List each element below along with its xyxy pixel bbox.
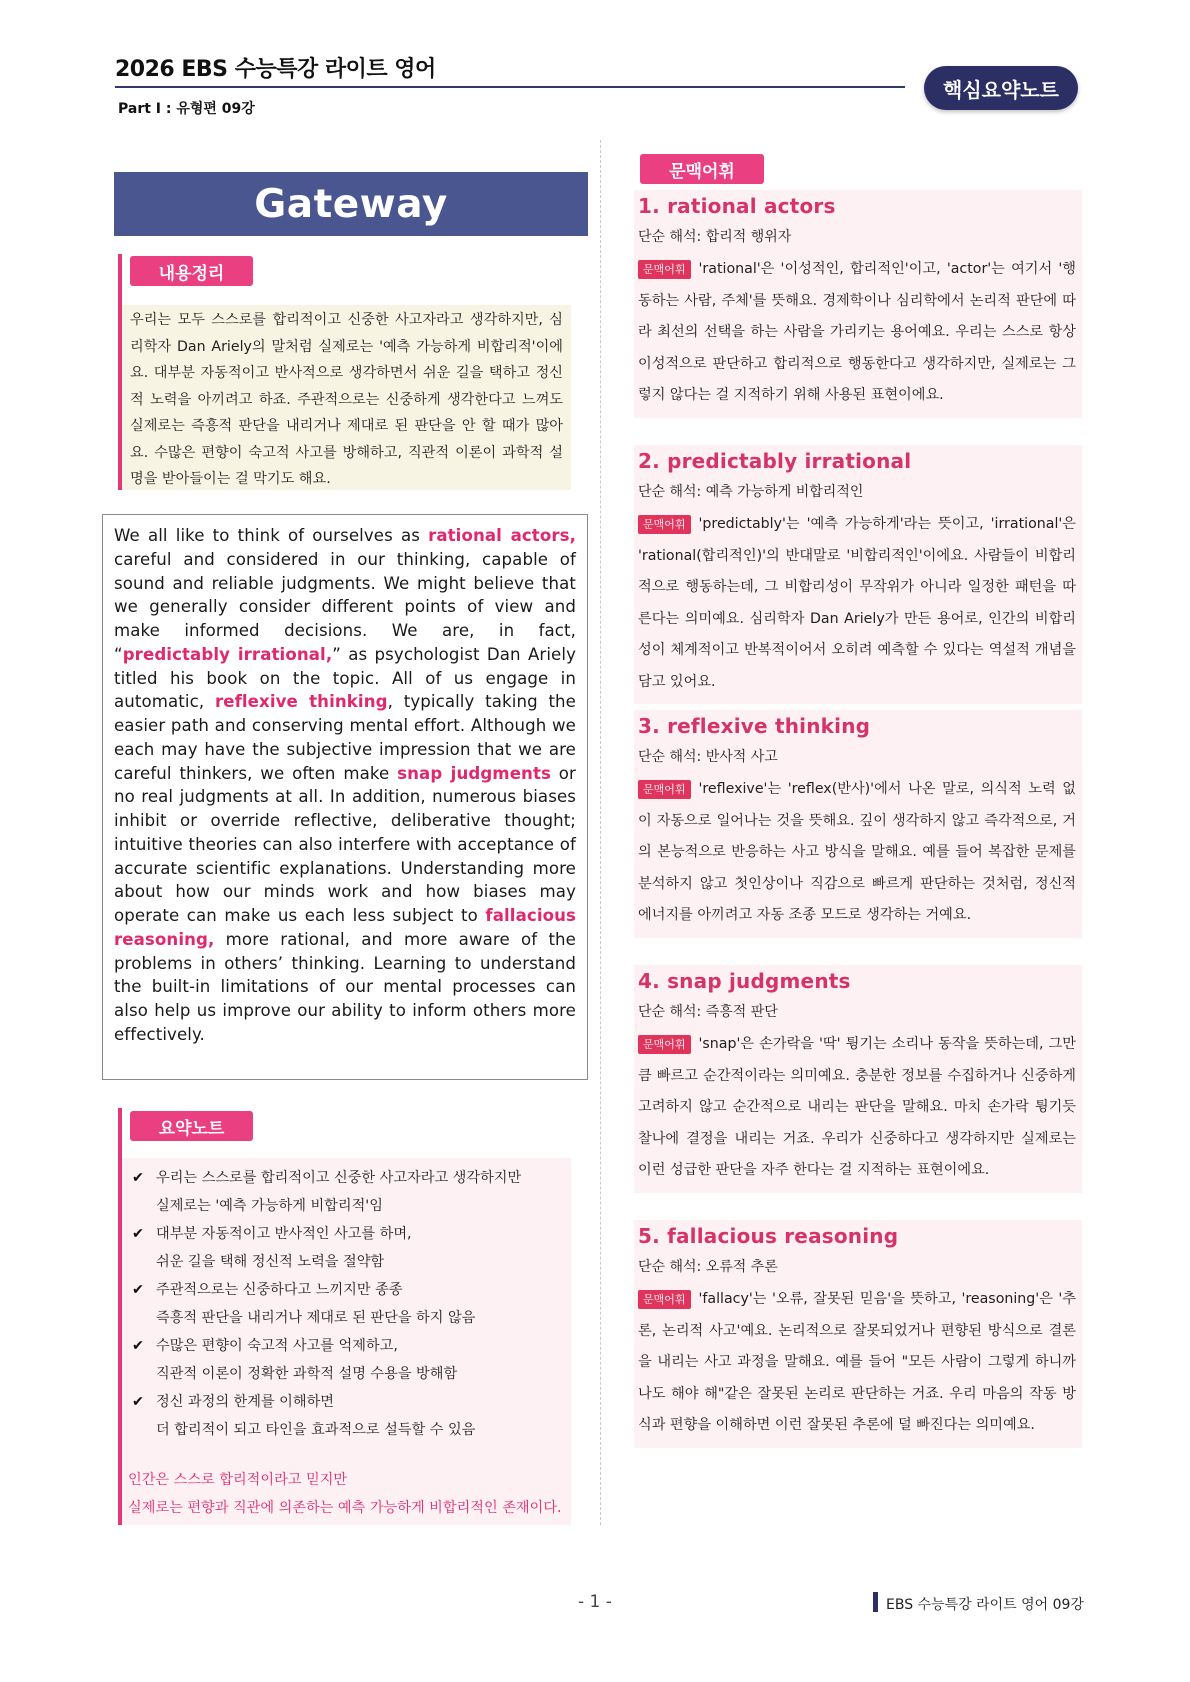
- vocab-entry: [634, 965, 1082, 1193]
- passage-segment: careful and considered in our thinking, capable of sound and reliable judgments. We might believe that we generally consider different points of view and make informed decisions. We are, in fact, “: [114, 549, 576, 664]
- checkmark-icon: ✔: [132, 1282, 144, 1298]
- footer-label: EBS 수능특강 라이트 영어 09강: [886, 1597, 1084, 1613]
- vocab-explanation-text: 'snap'은 손가락을 '딱' 튕기는 소리나 동작을 뜻하는데, 그만큼 빠르고 순간적이라는 의미예요. 충분한 정보를 수집하거나 신중하게 고려하지 않고 순간적으로 내리는 판단을 말해요. 마치 손가락 튕기듯 찰나에 결정을 내리는 거죠. 우리가 신중하다고 생각하지만 실제로는 이런 성급한 판단을 자주 한다는 걸 지적하는 표현이에요.: [638, 1036, 1076, 1178]
- vocab-explanation: [634, 246, 1082, 418]
- summary-notes-tag: 요약노트: [130, 1111, 253, 1141]
- passage-segment: We all like to think of ourselves as: [114, 526, 429, 545]
- vocab-entry: [634, 190, 1082, 418]
- summary-note-item: [132, 1164, 571, 1220]
- summary-note-line-1: 수많은 편향이 숙고적 사고를 억제하고,: [156, 1338, 398, 1354]
- summary-note-line-1: 우리는 스스로를 합리적이고 신중한 사고자라고 생각하지만: [156, 1170, 522, 1186]
- context-vocab-badge: 문맥어휘: [638, 1035, 691, 1054]
- checkmark-icon: ✔: [132, 1170, 144, 1186]
- english-passage-box: [102, 514, 588, 1080]
- highlighted-term: fallacious reasoning,: [114, 906, 576, 949]
- vocab-title: 3. reflexive thinking: [638, 714, 871, 738]
- summary-note-item: [132, 1332, 571, 1388]
- vocab-explanation: [634, 501, 1082, 704]
- vocab-explanation-text: 'fallacy'는 '오류, 잘못된 믿음'을 뜻하고, 'reasoning'은 '추론, 논리적 사고'예요. 논리적으로 잘못되었거나 편향된 방식으로 결론을 내리는 사고 과정을 말해요. 예를 들어 "모든 사람이 그렇게 하니까 나도 해야 해"같은 잘못된 논리로 판단하는 거죠. 우리 마음의 작동 방식과 편향을 이해하면 이런 잘못된 추론에 덜 빠진다는 의미예요.: [638, 1291, 1076, 1433]
- context-vocab-badge: 문맥어휘: [638, 1290, 691, 1309]
- vocab-title: 2. predictably irrational: [638, 449, 912, 473]
- context-vocab-badge: 문맥어휘: [638, 780, 691, 799]
- column-divider: [600, 140, 601, 1525]
- passage-segment: more rational, and more aware of the problems in others’ thinking. Learning to understand the built-in limitations of our mental processes can also help us improve our ability to inform others more effectively.: [114, 929, 576, 1044]
- vocab-title: 1. rational actors: [638, 194, 836, 218]
- passage-segment: , typically taking the easier path and conserving mental effort. Although we each may have the subjective impression that we are careful thinkers, we often make: [114, 692, 576, 783]
- summary-note-line-2: 쉬운 길을 택해 정신적 노력을 절약함: [156, 1254, 385, 1270]
- highlighted-term: predictably irrational,: [122, 644, 333, 664]
- summary-note-item: [132, 1220, 571, 1276]
- vocab-explanation: [634, 766, 1082, 938]
- vocab-explanation-text: 'reflexive'는 'reflex(반사)'에서 나온 말로, 의식적 노력 없이 자동으로 일어나는 것을 뜻해요. 깊이 생각하지 않고 즉각적으로, 거의 본능적으로 반응하는 사고 방식을 말해요. 예를 들어 복잡한 문제를 분석하지 않고 첫인상이나 직감으로 빠르게 판단하는 것처럼, 정신적 에너지를 아끼려고 자동 조종 모드로 생각하는 거예요.: [638, 781, 1076, 923]
- core-summary-badge: 핵심요약노트: [924, 66, 1078, 110]
- summary-note-item: [132, 1276, 571, 1332]
- checkmark-icon: ✔: [132, 1338, 144, 1354]
- summary-note-line-1: 대부분 자동적이고 반사적인 사고를 하며,: [156, 1226, 412, 1242]
- page-number: - 1 -: [578, 1592, 612, 1612]
- gateway-banner: Gateway: [114, 172, 588, 236]
- footer-accent-bar: [873, 1592, 878, 1612]
- header-rule: [115, 86, 905, 88]
- summary-notes-list: [122, 1164, 571, 1444]
- passage-segment: or no real judgments at all. In addition, numerous biases inhibit or override reflective, deliberative thought; intuitive theories can also interfere with acceptance of accurate scientific explanations. Understanding more about how our minds work and how biases may operate can make us each less subject to: [114, 763, 576, 925]
- vocab-entry: [634, 710, 1082, 938]
- conclusion: [128, 1466, 571, 1522]
- part-label: Part Ⅰ : 유형편 09강: [118, 101, 255, 117]
- vocab-explanation: [634, 1021, 1082, 1193]
- content-summary-box: [122, 305, 571, 490]
- highlighted-term: reflexive thinking: [214, 692, 388, 712]
- content-summary-tag: 내용정리: [130, 256, 253, 286]
- checkmark-icon: ✔: [132, 1226, 144, 1242]
- context-vocab-badge: 문맥어휘: [638, 515, 691, 534]
- document-title: 2026 EBS 수능특강 라이트 영어: [115, 57, 436, 82]
- conclusion-line-1: 인간은 스스로 합리적이라고 믿지만: [128, 1472, 348, 1488]
- summary-note-line-2: 직관적 이론이 정확한 과학적 설명 수용을 방해함: [156, 1366, 458, 1382]
- vocab-explanation-text: 'predictably'는 '예측 가능하게'라는 뜻이고, 'irrational'은 'rational(합리적인)'의 반대말로 '비합리적인'이에요. 사람들이 비합리적으로 행동하는데, 그 비합리성이 무작위가 아니라 일정한 패턴을 따른다는 의미예요. 심리학자 Dan Ariely가 만든 용어로, 인간의 비합리성이 체계적이고 반복적이어서 오히려 예측할 수 있다는 역설적 개념을 담고 있어요.: [638, 516, 1076, 690]
- vocab-simple-translation: 단순 해석: 즉흥적 판단: [638, 1004, 778, 1020]
- vocab-explanation-text: 'rational'은 '이성적인, 합리적인'이고, 'actor'는 여기서 '행동하는 사람, 주체'를 뜻해요. 경제학이나 심리학에서 논리적 판단에 따라 최선의 선택을 하는 사람을 가리키는 용어예요. 우리는 스스로 항상 이성적으로 판단하고 합리적으로 행동한다고 생각하지만, 실제로는 그렇지 않다는 걸 지적하기 위해 사용된 표현이에요.: [638, 261, 1076, 403]
- summary-notes-box: [122, 1158, 571, 1525]
- vocab-entry: [634, 445, 1082, 704]
- highlighted-term: rational actors,: [428, 526, 576, 545]
- vocab-simple-translation: 단순 해석: 반사적 사고: [638, 749, 778, 765]
- summary-note-line-2: 실제로는 '예측 가능하게 비합리적'임: [156, 1198, 383, 1214]
- context-vocab-badge: 문맥어휘: [638, 260, 691, 279]
- vocab-title: 5. fallacious reasoning: [638, 1224, 899, 1248]
- vocab-title: 4. snap judgments: [638, 969, 851, 993]
- summary-note-line-1: 주관적으로는 신중하다고 느끼지만 종종: [156, 1282, 403, 1298]
- vocab-simple-translation: 단순 해석: 예측 가능하게 비합리적인: [638, 484, 864, 500]
- english-passage-text: [103, 515, 587, 1047]
- summary-note-line-2: 즉흥적 판단을 내리거나 제대로 된 판단을 하지 않음: [156, 1310, 476, 1326]
- passage-segment: ” as psychologist Dan Ariely titled his book on the topic. All of us engage in automatic,: [114, 644, 576, 712]
- vocab-simple-translation: 단순 해석: 합리적 행위자: [638, 229, 792, 245]
- vocab-simple-translation: 단순 해석: 오류적 추론: [638, 1259, 778, 1275]
- vocab-entry: [634, 1220, 1082, 1448]
- summary-note-line-2: 더 합리적이 되고 타인을 효과적으로 설득할 수 있음: [156, 1422, 476, 1438]
- context-vocab-tag: 문맥어휘: [640, 154, 764, 184]
- highlighted-term: snap judgments: [397, 763, 551, 783]
- summary-note-line-1: 정신 과정의 한계를 이해하면: [156, 1394, 334, 1410]
- conclusion-line-2: 실제로는 편향과 직관에 의존하는 예측 가능하게 비합리적인 존재이다.: [128, 1500, 562, 1516]
- vocab-explanation: [634, 1276, 1082, 1448]
- checkmark-icon: ✔: [132, 1394, 144, 1410]
- summary-note-item: [132, 1388, 571, 1444]
- content-summary-text: 우리는 모두 스스로를 합리적이고 신중한 사고자라고 생각하지만, 심리학자 Dan Ariely의 말처럼 실제로는 '예측 가능하게 비합리적'이에요. 대부분 자동적이고 반사적으로 생각하면서 쉬운 길을 택하고 정신적 노력을 아끼려고 하죠. 주관적으로는 신중하게 생각한다고 느껴도 실제로는 즉흥적 판단을 내리거나 제대로 된 판단을 안 할 때가 많아요. 수많은 편향이 숙고적 사고를 방해하고, 직관적 이론이 과학적 설명을 받아들이는 걸 막기도 해요.: [130, 312, 563, 487]
